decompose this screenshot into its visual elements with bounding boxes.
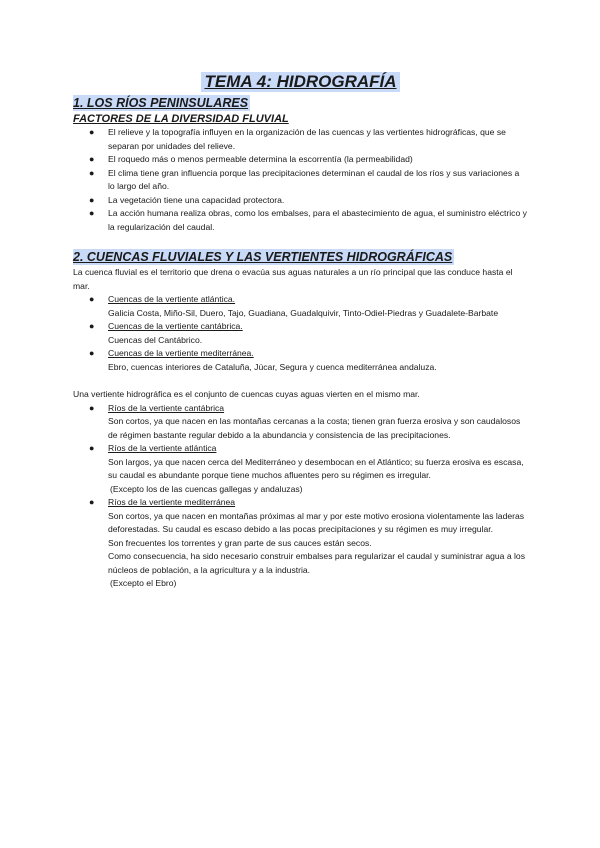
rio-text-2: Son frecuentes los torrentes y gran parte de sus cauces están secos. [108,537,372,548]
list-item [73,442,528,496]
list-item [73,207,528,234]
bullet-icon: ● [89,348,95,358]
rio-text-3: Como consecuencia, ha sido necesario construir embalses para regularizar el caudal y suministrar agua a los núcleos de población, a la agricultura y a la industria. [108,551,526,575]
list-item [73,402,528,443]
section2-heading-wrap [73,248,528,266]
title-wrap [73,72,528,92]
document-page [73,72,528,591]
bullet-icon: ● [89,167,95,178]
bullet-icon: ● [89,154,95,164]
rio-note: (Excepto el Ebro) [110,578,177,588]
rio-note: (Excepto los de las cuencas gallegas y andaluzas) [110,483,303,494]
bullet-icon: ● [89,208,95,218]
list-item [73,167,528,194]
vertiente-intro: Una vertiente hidrográfica es el conjunto de cuencas cuyas aguas vierten en el mismo mar. [73,389,420,399]
cuenca-text: Galicia Costa, Miño-Sil, Duero, Tajo, Guadiana, Guadalquivir, Tinto-Odiel-Piedras y Guadalete-Barbate [108,307,499,318]
cuenca-label: Cuencas de la vertiente cantábrica. [108,321,243,331]
page-title: TEMA 4: HIDROGRAFÍA [201,72,399,92]
cuenca-label: Cuencas de la vertiente atlántica. [108,294,236,304]
bullet-icon: ● [89,497,95,507]
cuenca-intro: La cuenca fluvial es el territorio que drena o evacúa sus aguas naturales a un río principal que las conduce hasta el mar. [73,267,513,291]
factor-text: La vegetación tiene una capacidad protectora. [108,194,285,205]
bullet-icon: ● [89,443,95,453]
list-item [73,293,528,320]
section1-heading-wrap [73,94,528,112]
factor-text: El relieve y la topografía influyen en la organización de las cuencas y las vertientes hidrográficas, que se separan por unidades del relieve. [108,127,506,151]
rio-text: Son cortos, ya que nacen en montañas próximas al mar y por este motivo erosiona violentamente las laderas deforestadas. Su caudal es escaso debido a las pocas precipitaciones y su régimen es muy irregular. [108,510,525,534]
rio-label: Ríos de la vertiente cantábrica [108,402,225,413]
rio-label: Ríos de la vertiente atlántica [108,443,217,453]
list-item [73,194,528,208]
bullet-icon: ● [89,194,95,205]
bullet-icon: ● [89,294,95,304]
bullet-icon: ● [89,321,95,331]
factors-list [73,126,528,234]
rios-list [73,402,528,591]
bullet-icon: ● [89,127,95,137]
list-item [73,126,528,153]
section1-heading: 1. LOS RÍOS PENINSULARES [73,96,249,110]
list-item [73,320,528,347]
list-item [73,153,528,167]
cuenca-text: Cuencas del Cantábrico. [108,334,203,345]
cuenca-text: Ebro, cuencas interiores de Cataluña, Júcar, Segura y cuenca mediterránea andaluza. [108,361,437,372]
rio-text: Son cortos, ya que nacen en las montañas cercanas a la costa; tienen gran fuerza erosiva y son caudalosos de régimen bastante regular debido a la abundancia y consistencia de las precipitaciones. [108,416,521,440]
rio-label: Ríos de la vertiente mediterránea [108,497,236,507]
section1-subheading: FACTORES DE LA DIVERSIDAD FLUVIAL [73,113,289,125]
cuenca-label: Cuencas de la vertiente mediterránea. [108,348,254,358]
factor-text: El roquedo más o menos permeable determina la escorrentía (la permeabilidad) [108,154,413,164]
list-item [73,496,528,591]
section2-heading: 2. CUENCAS FLUVIALES Y LAS VERTIENTES HIDROGRÁFICAS [73,250,453,264]
rio-text: Son largos, ya que nacen cerca del Mediterráneo y desembocan en el Atlántico; su fuerza erosiva es escasa, su caudal es abundante porque tiene muchos afluentes pero su régimen es irregular. [108,456,524,480]
factor-text: El clima tiene gran influencia porque las precipitaciones determinan el caudal de los ríos y sus variaciones a lo largo del año. [108,167,520,191]
cuencas-list [73,293,528,374]
bullet-icon: ● [89,402,95,413]
list-item [73,347,528,374]
factor-text: La acción humana realiza obras, como los embalses, para el abastecimiento de agua, el suministro eléctrico y la regularización del caudal. [108,208,527,232]
